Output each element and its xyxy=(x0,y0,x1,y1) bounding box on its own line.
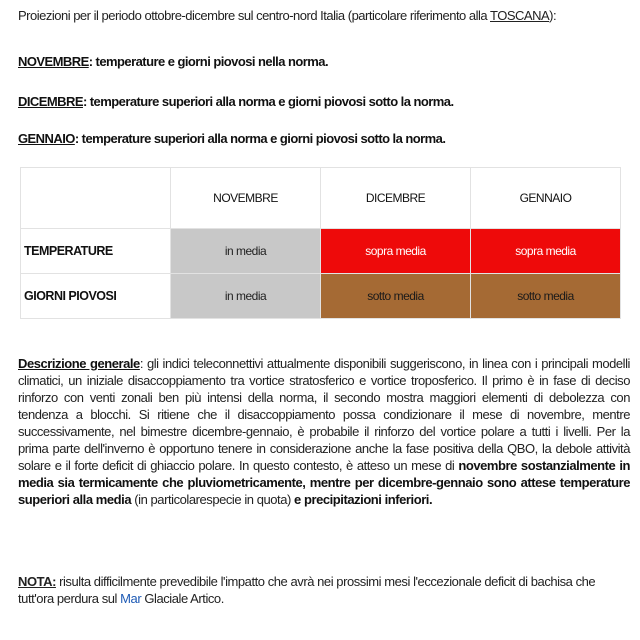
header-cell-dicembre: DICEMBRE xyxy=(321,168,471,229)
header-cell-novembre: NOVEMBRE xyxy=(171,168,321,229)
month-text: : temperature e giorni piovosi nella norma. xyxy=(88,54,329,69)
month-name: GENNAIO xyxy=(18,131,75,146)
table-header-row xyxy=(21,168,621,229)
description-highlight: novembre sostanzialmente in media sia termicamente che pluviometricamente, mentre per dicembre-gennaio sono attese temperature superiori alla media xyxy=(18,458,630,507)
intro-suffix: ): xyxy=(549,8,557,23)
table-cell: sotto media xyxy=(471,274,621,319)
note-title: NOTA: xyxy=(18,574,56,589)
table-cell: sopra media xyxy=(471,229,621,274)
description-highlight-2: e precipitazioni inferiori. xyxy=(294,492,433,507)
row-label: GIORNI PIOVOSI xyxy=(21,274,171,319)
month-summary-gennaio xyxy=(18,131,628,146)
table-cell: sotto media xyxy=(321,274,471,319)
intro-line xyxy=(18,8,628,23)
general-description xyxy=(18,355,630,508)
month-summary-novembre xyxy=(18,54,628,69)
forecast-table xyxy=(20,167,621,319)
header-cell-empty xyxy=(21,168,171,229)
region-link[interactable]: TOSCANA xyxy=(490,8,550,23)
intro-prefix: Proiezioni per il periodo ottobre-dicembre sul centro-nord Italia (particolare riferimento alla xyxy=(18,8,491,23)
description-text: : gli indici teleconnettivi attualmente disponibili suggeriscono, in linea con i principali modelli climatici, un iniziale disaccoppiamento tra vortice stratosferico e vortice troposferico. Il primo è in fase di deciso rinforzo con venti zonali ben più intensi della norma, il secondo mostra maggiori elementi di debolezza con tendenza a blocchi. Si ritiene che il disaccoppiamento possa condizionare il mese di novembre, mentre successivamente, nel bimestre dicembre-gennaio, è probabile il rinforzo del vortice polare a tutti i livelli. Per la prima parte dell'inverno è opportuno tenere in considerazione anche la fase positiva della QBO, la debole attività solare e il forte deficit di ghiaccio polare. In questo contesto, è atteso un mese di xyxy=(18,356,630,473)
month-name: DICEMBRE xyxy=(18,94,83,109)
month-text: : temperature superiori alla norma e giorni piovosi sotto la norma. xyxy=(82,94,454,109)
month-text: : temperature superiori alla norma e giorni piovosi sotto la norma. xyxy=(74,131,446,146)
description-title: Descrizione generale xyxy=(18,356,140,371)
table-row-giorni-piovosi xyxy=(21,274,621,319)
description-text-2: (in particolarespecie in quota) xyxy=(131,492,295,507)
note-text-2: Glaciale Artico. xyxy=(141,591,224,606)
table-row-temperature xyxy=(21,229,621,274)
table-cell: in media xyxy=(171,274,321,319)
mar-link[interactable]: Mar xyxy=(120,591,142,606)
note-paragraph xyxy=(18,573,630,607)
row-label: TEMPERATURE xyxy=(21,229,171,274)
month-name: NOVEMBRE xyxy=(18,54,89,69)
month-summary-dicembre xyxy=(18,94,628,109)
note-text: risulta difficilmente prevedibile l'impatto che avrà nei prossimi mesi l'eccezionale deficit di bachisa che tutt'ora perdura sul xyxy=(18,574,596,606)
header-cell-gennaio: GENNAIO xyxy=(471,168,621,229)
table-cell: sopra media xyxy=(321,229,471,274)
table-cell: in media xyxy=(171,229,321,274)
